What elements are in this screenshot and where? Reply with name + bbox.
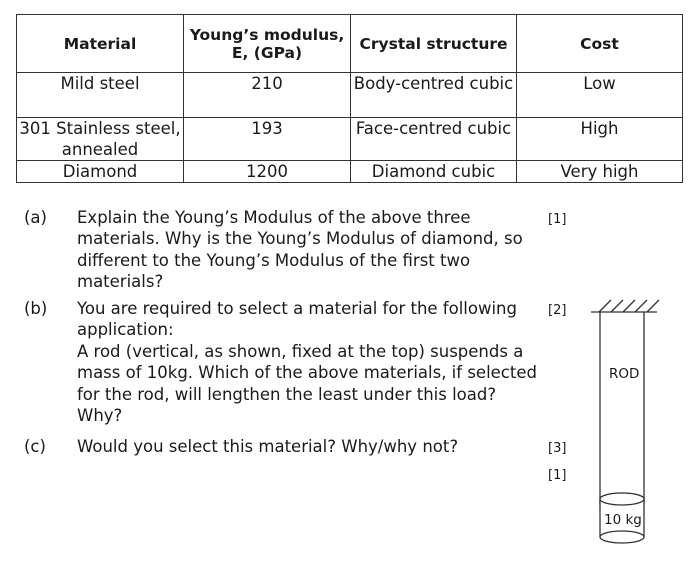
cell-material: Mild steel (17, 73, 184, 118)
cell-cost: Very high (517, 161, 683, 183)
cell-structure: Face-centred cubic (351, 118, 517, 161)
header-youngs-modulus: Young’s modulus, E, (GPa) (184, 15, 351, 73)
cell-cost: High (517, 118, 683, 161)
extra-mark: [1] (548, 468, 567, 483)
question-b-label: (b) (24, 299, 48, 318)
rod-diagram (585, 292, 665, 552)
question-b-text: You are required to select a material for the following application: (77, 299, 517, 340)
mass-label: 10 kg (604, 512, 642, 528)
question-a-text: Explain the Young’s Modulus of the above three materials. Why is the Young’s Modulus of diamond, so different to the Young’s Modulus of the first two materials? (77, 208, 523, 291)
fixed-support-hatch-icon (591, 300, 659, 312)
cell-modulus: 210 (184, 73, 351, 118)
header-material: Material (17, 15, 184, 73)
question-a-label: (a) (24, 208, 47, 227)
question-b-text-continued: A rod (vertical, as shown, fixed at the top) suspends a mass of 10kg. Which of the above materials, if selected for the rod, will lengthen the least under this load? Why? (77, 342, 537, 425)
cell-structure: Body-centred cubic (351, 73, 517, 118)
question-c-text: Would you select this material? Why/why not? (77, 437, 459, 456)
cell-modulus: 1200 (184, 161, 351, 183)
table-row (17, 118, 683, 161)
question-c-label: (c) (24, 437, 46, 456)
rod-label: ROD (609, 366, 640, 382)
cell-structure: Diamond cubic (351, 161, 517, 183)
table-row (17, 73, 683, 118)
table-row (17, 161, 683, 183)
table-header-row (17, 15, 683, 73)
header-crystal-structure: Crystal structure (351, 15, 517, 73)
materials-table (16, 14, 683, 183)
cell-modulus: 193 (184, 118, 351, 161)
question-c-mark: [3] (548, 441, 567, 456)
cell-cost: Low (517, 73, 683, 118)
rod-shape (600, 312, 644, 505)
question-a-mark: [1] (548, 212, 567, 227)
cell-material: Diamond (17, 161, 184, 183)
question-b-mark: [2] (548, 303, 567, 318)
cell-material: 301 Stainless steel, annealed (17, 118, 184, 161)
header-cost: Cost (517, 15, 683, 73)
